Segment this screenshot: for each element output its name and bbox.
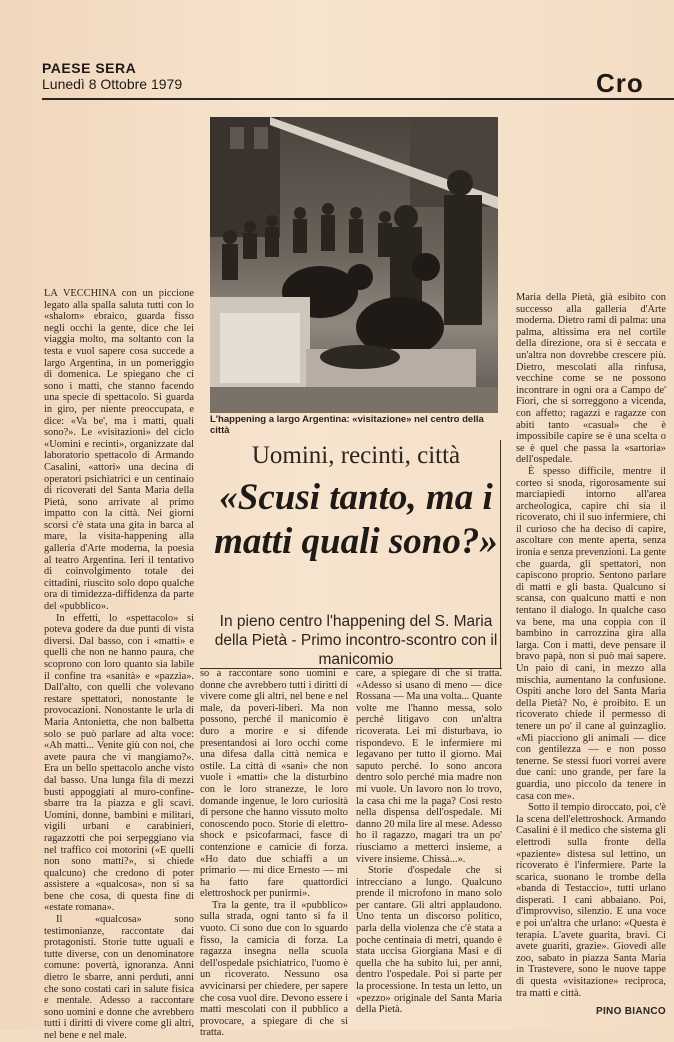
paragraph: care, a spiegare di che si tratta. «Adesso si usano di meno — dice Rossana — Ma una volta... Quante volte me l'hanno messa, solo perché litigavo con un'altra ricoverata. Lei mi disturbava, io rispondevo. E le infermiere mi legavano per tutto il giorno. Mai saputo perché. Io sono ancora dentro solo perché mia madre non mi vuole. Un lavoro non lo trovo, la casa chi me la paga? Così resto nella dispensa dell'ospedale. Mi danno 20 mila lire al mese. Adesso ho il ragazzo, magari tra un po' riusciamo a metterci insieme, a vivere insieme. Chissà...». xyxy=(356,668,502,865)
author-byline: PINO BIANCO xyxy=(596,1006,666,1017)
publication-date: Lunedì 8 Ottobre 1979 xyxy=(42,76,183,92)
paragraph: Maria della Pietà, già esibito con successo alla galleria d'Arte moderna. Dietro rami di palma: una palma, altissima era nel cortile della direzione, ora si è seccata e un'altra non dovrebbe crescere più. Dietro, mescolati alla rinfusa, vecchine come se ne possono incontrare in ogni ora a Campo de' Fiori, che si sorreggono a vicenda, con affetto; ragazzi e ragazze con abiti tanto «casual» che è impossibile capire se è una scelta o se è quel che passa la «sartoria» dell'ospedale. xyxy=(516,292,666,466)
paragraph: so a raccontare sono uomini e donne che avrebbero tutti i diritti di vivere come gli altri, nel bene e nel male, da poveri-liberi. Ma non possono, perché il manicomio è duro a morire e si difende presentandosi ai loro occhi come una difesa dalla città nemica e ostile. La città di «sani» che non vuole i «matti» che la disturbino con le loro stranezze, le loro domande ingenue, le loro curiosità di persone che hanno vissuto molto conoscendo poco. Storie di elettro-shock e psicofarmaci, fasce di contenzione e camicie di forza. «Ho dato due schiaffi a un primario — mi dice Ernesto — mi ha fatto fare quattordici elettroshock per punirmi». xyxy=(200,668,348,900)
article-column-2 xyxy=(200,668,348,1039)
article-column-4 xyxy=(516,292,666,1004)
paragraph: Sotto il tempio diroccato, poi, c'è la scena dell'elettroshock. Armando Casalini è il medico che sistema gli elettrodi sulla fronte della «paziente» distesa sul lettino, un ricoverato è l'infermiere. Parte la scarica, suonano le trombe della «banda di Testaccio», tutti urlano disperati. I cani abbaiano. Poi, d'improvviso, silenzio. E una voce e poi un'altra che urlano: «Questa è terapia. L'avete guarita, bravi. Ci avete guariti, grazie». Giovedì alle zoo, sabato in piazza Santa Maria in Trastevere, sono le nuove tappe di questa «visitazione» reciproca, tra matti e città. xyxy=(516,802,666,999)
headline-box-rule xyxy=(500,440,501,668)
newspaper-name: PAESE SERA xyxy=(42,60,137,76)
article-column-3 xyxy=(356,668,502,1020)
paragraph: Tra la gente, tra il «pubblico» sulla strada, ogni tanto si fa il vuoto. Ci sono due con lo sguardo fisso, la camicia di forza. La ragazza insegna nella scuola dell'ospedale psichiatrico, l'uomo è un ricoverato. Nessuno osa avvicinarsi per chiedere, per sapere che cosa vuol dire. Devono essere i matti mescolati con il pubblico a provocare, a spiegare di che si tratta. xyxy=(200,899,348,1039)
article-headline: «Scusi tanto, ma i matti quali sono?» xyxy=(214,477,498,562)
article-kicker: Uomini, recinti, città xyxy=(251,442,461,469)
paragraph: In effetti, lo «spettacolo» si poteva godere da due punti di vista diversi. Dal basso, con i «matti» e quelli che non ne hanno paura, che scoprono con loro quanto sia labile il confine tra «sanità» e «pazzia». Dall'alto, con quelli che volevano restare spettatori, nonostante le provocazioni. Nonostante le urla di Maria Antonietta, che non balbetta solo se può parlare ad alta voce: «Ah matti... Venite giù con noi, che avete paura che vi mangiamo?». Era un bello spettacolo anche visto dal basso. Una lunga fila di mezzi busti appoggiati al muro-confine-sbarre tra la piazza e gli scavi. Uomini, donne, bambini e militari, vigili urbani e carabinieri, ragazzotti che poi serpeggiano via nel traffico coi motorini («E quelli non sono matti?», si chiede qualcuno) che credono di poter assistere a «qualcosa», non si sa bene che cosa, di questa fine di «estate romana». xyxy=(44,612,194,914)
article-photo xyxy=(210,117,498,413)
paragraph: LA VECCHINA con un piccione legato alla spalla saluta tutti con lo «shalom» ebraico, guarda fisso negli occhi la gente, dice che lei viaggia molto, ma soltanto con la testa e vuol sapere cosa succede a largo Argentina, in un pomeriggio di domenica. Le spiegano che ci sono i matti, che stanno facendo una specie di spettacolo. Si guarda in giro, per niente preoccupata, e dice: «Va be', ma i matti, quali sono?». Le «visitazioni» del ciclo «Uomini e recinti», organizzate dal laboratorio spettacolo di Armando Casalini, «attori» una decina di operatori psichiatrici e un centinaio di ricoverati del Santa Maria della Pietà, sono arrivate al primo impatto con la città. Nei giorni scorsi c'è stata una gita in barca al mare, la visita-happening alla galleria d'Arte moderna, la poesia al teatro Argentina. Ieri il tentativo di coinvolgimento totale dei cittadini, riuscito solo dopo qualche ora di timidezza-diffidenza da parte del «pubblico». xyxy=(44,288,194,613)
masthead xyxy=(42,60,182,92)
paragraph: Il «qualcosa» sono testimonianze, raccontate dai protagonisti. Storie tutte uguali e tutte diverse, con un denominatore comune: povertà, ignoranza. Anni dietro le sbarre, anni perduti, anni che sono costati cari in salute fisica e mentale. Adesso a raccontare sono uomini e donne che avrebbero tutti i diritti di vivere come gli altri, nel bene e nel male. xyxy=(44,914,194,1041)
paragraph: Storie d'ospedale che si intrecciano a lungo. Qualcuno prende il microfono in mano solo per cantare. Gli altri applaudono. Uno tenta un discorso politico, parla della violenza che c'è stata a poche centinaia di metri, quando è stata uccisa Giorgiana Masi e di quella che ha subito lui, per anni, dentro l'ospedale. Poi si parte per la processione. In testa un letto, un «pezzo» originale del Santa Maria della Pietà. xyxy=(356,865,502,1016)
photo-caption: L'happening a largo Argentina: «visitazione» nel centro della città xyxy=(210,414,484,436)
masthead-rule xyxy=(42,98,674,100)
paragraph: È spesso difficile, mentre il corteo si snoda, rigorosamente sui marciapiedi intorno all'area archeologica, capire chi sia il ricoverato, chi il suo infermiere, chi il curioso che ha deciso di capire, ascoltare con mente aperta, senza ironia e senza prevenzioni. La gente che guarda, gli spettatori, non capiscono proprio. Sentono parlare di matti e gli basta. Qualcuno si scansa, con qualcuno matti e non tentano il dialogo. In qualche caso va bene, ma una coppia con il bambino in carrozzina gira alla larga. Con i matti, deve pensare il bravo papà, non si può mai sapere. Un paio di cani, in mezzo alla mischia, aumentano la confusione. Ospiti anche loro del Santa Maria della Pietà? No, è proibito. E un ricoverato chiede il permesso di tenere un po' il cane al guinzaglio. «Mi piacciono gli animali — dice con gentilezza — e non posso tenerne. Se stessi fuori vorrei avere due cani: uno grande, per fare la guardia, uno piccolo da tenere in casa con me». xyxy=(516,465,667,802)
section-heading: Cro xyxy=(596,68,644,98)
article-subhead: In pieno centro l'happening del S. Maria della Pietà - Primo incontro-scontro con il manicomio xyxy=(214,613,498,668)
article-column-1 xyxy=(44,288,194,1041)
